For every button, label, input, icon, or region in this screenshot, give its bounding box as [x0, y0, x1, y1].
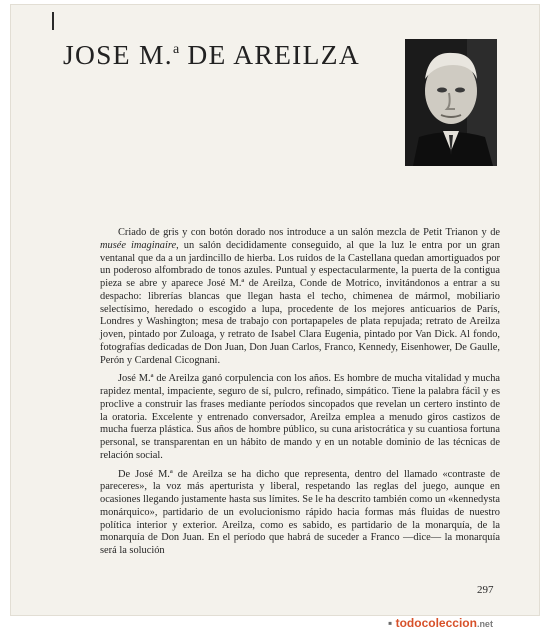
page-title: [63, 39, 360, 71]
book-page: [10, 4, 540, 616]
page-number: 297: [477, 584, 494, 596]
title-surname: DE AREILZA: [179, 39, 360, 70]
paragraph-1: Criado de gris y con botón dorado nos introduce a un salón mezcla de Petit Trianon y de musée imaginaire, un salón decididamente conseguido, al que la luz le entra por un gran ventanal que da a un jardincillo de hierba. Los ruidos de la Castellana quedan amortiguados por un poderoso alfombrado de tonos azules. Puntual y espectacularmente, la puerta de la contigua pieza se abre y aparece José M.ª de Areilza, Conde de Motrico, invitándonos a entrar a su despacho: librerías blancas que llegan hasta el techo, chimenea de mármol, mobiliario selectísimo, heredado o escogido a lupa, procedente de los mejores anticuarios de París, Londres y Washington; mesa de trabajo con portapapeles de plata repujada; retrato de Areilza joven, pintado por Zuloaga, y retrato de Isabel Clara Eugenia, pintado por Van Dick. Al fondo, fotografías dedicadas de Don Juan, Don Juan Carlos, Franco, Kennedy, Eisenhower, De Gaulle, Perón y Cardenal Cicognani.: [100, 227, 500, 366]
watermark: ▪ todocoleccion.net: [388, 616, 493, 630]
portrait-photo-icon: [405, 39, 497, 166]
portrait-svg: [405, 39, 497, 166]
article-body: [100, 227, 500, 564]
paragraph-3: De José M.ª de Areilza se ha dicho que representa, dentro del llamado «contraste de pareceres», la voz más aperturista y liberal, respetando las reglas del juego, aunque en ocasiones llegando justamente hasta sus límites. Se le ha descrito también como un «kennedysta monárquico», partidario de un evolucionismo rápido hacia formas más fluidas de nuestro política interior y exterior. Areilza, como es sabido, es partidario de la monarquía, de la monarquía de Don Juan. En el período que habrá de suceder a Franco —dice— la monarquía será la solución: [100, 468, 500, 556]
vertical-rule: [52, 12, 54, 30]
title-name: JOSE M.: [63, 39, 173, 70]
title-superscript: a: [172, 42, 180, 57]
italic-phrase: musée imaginaire: [100, 239, 177, 251]
paragraph-2: José M.ª de Areilza ganó corpulencia con los años. Es hombre de mucha vitalidad y mucha rapidez mental, impaciente, seguro de sí, pulcro, refinado, simpático. Tiene la palabra fácil y es proclive a construir las frases mediante períodos sincopados que revelan un certero instinto de la oratoria. Excelente y entrenado conversador, Areilza emplea a menudo giros castizos de mucha fuerza plástica. Sus años de hombre público, su cuna aristocrática y su cuantiosa fortuna personal, se transparentan en un hábito de mando y en un notable dominio de las técnicas de relación social.: [100, 373, 500, 461]
watermark-tld: .net: [476, 619, 493, 629]
watermark-domain: todocoleccion: [395, 616, 477, 630]
